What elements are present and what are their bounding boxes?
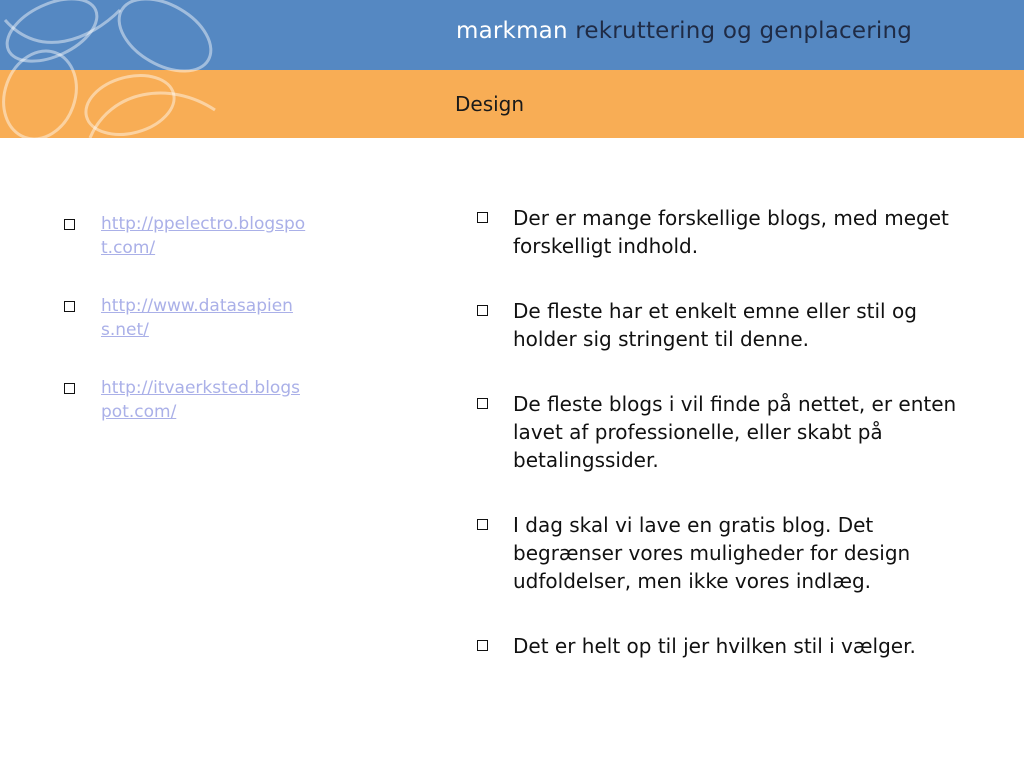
- list-item: [64, 212, 314, 260]
- list-item: [64, 376, 314, 424]
- link-itvaerksted[interactable]: http://itvaerksted.blogspot.com/: [101, 378, 300, 422]
- square-bullet-icon: [64, 219, 75, 230]
- decorative-swirls-graphic: [0, 0, 240, 138]
- brand-title: [456, 18, 912, 44]
- list-item: [477, 511, 987, 595]
- square-bullet-icon: [64, 301, 75, 312]
- points-list: [477, 204, 987, 697]
- list-item: [477, 204, 987, 260]
- link-ppelectro[interactable]: http://ppelectro.blogspot.com/: [101, 214, 306, 258]
- point-text: Det er helt op til jer hvilken stil i vælger.: [513, 634, 916, 658]
- point-text: De fleste har et enkelt emne eller stil og holder sig stringent til denne.: [513, 299, 917, 351]
- point-text: I dag skal vi lave en gratis blog. Det begrænser vores muligheder for design udfoldelser, men ikke vores indlæg.: [513, 513, 911, 593]
- point-text: De fleste blogs i vil finde på nettet, er enten lavet af professionelle, eller skabt på betalingssider.: [513, 392, 957, 472]
- list-item: [477, 632, 987, 660]
- link-datasapiens[interactable]: http://www.datasapiens.net/: [101, 296, 293, 340]
- list-item: [477, 390, 987, 474]
- square-bullet-icon: [477, 519, 488, 530]
- links-list: [64, 212, 314, 458]
- list-item: [477, 297, 987, 353]
- brand-tagline: rekruttering og genplacering: [575, 18, 913, 44]
- list-item: [64, 294, 314, 342]
- square-bullet-icon: [477, 305, 488, 316]
- brand-name: markman: [456, 18, 568, 44]
- slide-title: Design: [455, 92, 525, 116]
- square-bullet-icon: [477, 212, 488, 223]
- square-bullet-icon: [477, 398, 488, 409]
- square-bullet-icon: [64, 383, 75, 394]
- point-text: Der er mange forskellige blogs, med meget forskelligt indhold.: [513, 206, 949, 258]
- square-bullet-icon: [477, 640, 488, 651]
